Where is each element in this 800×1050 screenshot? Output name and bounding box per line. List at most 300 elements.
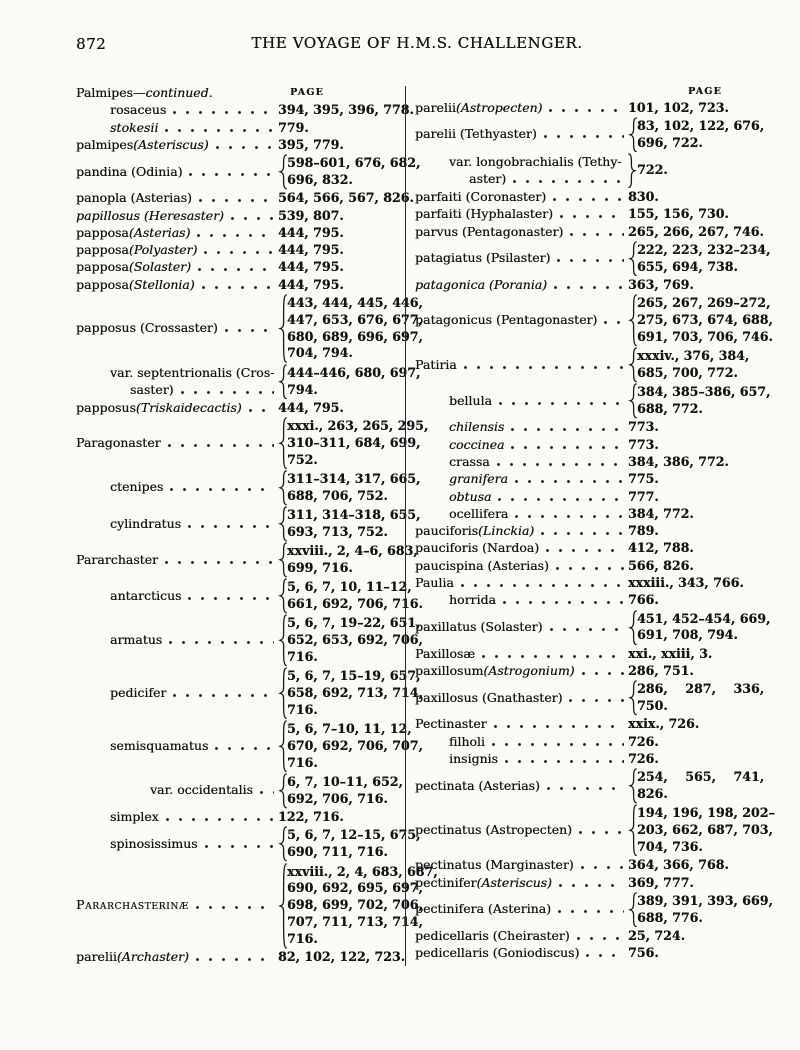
dot-leader xyxy=(196,958,274,961)
entry-name xyxy=(415,875,628,892)
page-numbers: 752. xyxy=(287,451,318,467)
page-numbers: 661, 692, 706, 716. xyxy=(287,596,423,612)
index-entry xyxy=(76,417,429,469)
dot-leader xyxy=(549,109,624,112)
index-entry xyxy=(76,720,423,772)
page-numbers: 680, 689, 696, 697, xyxy=(287,328,423,344)
page-numbers: 412, 788. xyxy=(628,540,694,556)
page-number-group xyxy=(287,418,429,468)
index-entry xyxy=(76,400,400,417)
page-number-group xyxy=(628,575,758,592)
index-entry xyxy=(415,680,765,716)
entry-name xyxy=(76,588,278,605)
page-numbers: 394, 395, 396, 778. xyxy=(278,102,414,118)
page-numbers: 122, 716. xyxy=(278,809,344,825)
dot-leader xyxy=(225,329,274,332)
page-number-group xyxy=(278,809,400,826)
curly-brace-icon xyxy=(628,892,637,928)
dot-leader xyxy=(558,910,624,913)
index-entry xyxy=(415,117,765,153)
index-entry xyxy=(415,189,758,206)
page-number-group xyxy=(287,579,423,613)
entry-name-genus: (Archaster) xyxy=(116,949,189,965)
page-number-group xyxy=(278,225,400,242)
entry-name xyxy=(415,558,628,575)
entry-name-text: pectinifera (Asterina) xyxy=(415,901,551,917)
entry-name-text: paxillosum xyxy=(415,663,484,678)
entry-name-text: papposa xyxy=(76,259,129,275)
page-numbers: 286, 751. xyxy=(628,663,694,678)
page-numbers: 564, 566, 567, 826. xyxy=(278,190,414,206)
entry-name xyxy=(415,928,628,945)
page-numbers: 716. xyxy=(287,649,318,664)
index-entry xyxy=(76,137,400,154)
entry-name-text: armatus xyxy=(110,632,163,648)
entry-name-text: pectinifer xyxy=(415,874,477,890)
dot-leader xyxy=(559,884,624,887)
index-entry xyxy=(415,751,758,768)
entry-name xyxy=(415,312,628,329)
column-header-row xyxy=(76,85,400,102)
entry-name xyxy=(76,120,278,137)
entry-name-text: papposa xyxy=(76,224,129,240)
page-numbers: 203, 662, 687, 703, xyxy=(637,822,773,838)
dot-leader xyxy=(570,233,624,236)
index-entry xyxy=(76,208,400,225)
curly-brace-icon xyxy=(628,768,637,804)
entry-name xyxy=(415,822,628,839)
dot-leader xyxy=(604,321,624,324)
entry-name xyxy=(76,208,278,225)
page-number-group xyxy=(287,668,423,718)
page-number-group xyxy=(628,471,758,488)
index-entry xyxy=(415,153,758,189)
page-numbers: 82, 102, 122, 723. xyxy=(278,949,406,965)
entry-name xyxy=(76,102,278,119)
page-numbers: 652, 653, 692, 706, xyxy=(287,632,423,648)
dot-leader xyxy=(165,129,274,132)
curly-brace-icon xyxy=(278,578,287,614)
page-numbers: xxviii., 2, 4–6, 683, xyxy=(287,543,418,559)
entry-name xyxy=(415,489,628,506)
entry-name xyxy=(76,277,278,294)
page-number-group xyxy=(287,295,423,362)
page-number-group xyxy=(278,208,400,225)
entry-name xyxy=(76,435,278,452)
page-number-group xyxy=(278,259,400,276)
entry-name-genus: (Astropecten) xyxy=(455,99,543,115)
page-number-group xyxy=(287,155,421,189)
page-numbers: 444, 795. xyxy=(278,259,344,275)
brace-container xyxy=(278,154,287,190)
page-numbers: xxix., 726. xyxy=(628,716,700,732)
dot-leader xyxy=(513,180,624,183)
entry-name-text: parfaiti (Hyphalaster) xyxy=(415,206,553,222)
entry-name xyxy=(415,250,628,267)
entry-name-genus: chilensis xyxy=(449,419,505,435)
entry-name-text: parfaiti (Coronaster) xyxy=(415,188,547,204)
dot-leader xyxy=(544,135,624,138)
entry-name-text: patagiatus (Psilaster) xyxy=(415,250,551,266)
page-number-group xyxy=(637,892,773,927)
page-number-group xyxy=(637,769,765,803)
entry-name-genus: (Asteriscus) xyxy=(476,874,552,890)
entry-name-text: aster) xyxy=(469,170,507,186)
dot-leader xyxy=(492,743,624,746)
page-numbers: 716. xyxy=(287,930,318,946)
entry-name xyxy=(415,206,628,223)
entry-name-text: Paulia xyxy=(415,575,454,591)
index-entry xyxy=(76,259,400,276)
entry-name-text: var. occidentalis xyxy=(150,782,253,798)
brace-container xyxy=(628,294,637,346)
entry-name-text: pectinatus (Astropecten) xyxy=(415,822,572,838)
entry-name-text: panopla (Asterias) xyxy=(76,190,192,206)
page-numbers: 389, 391, 393, 669, xyxy=(637,892,773,908)
page-numbers: 692, 706, 716. xyxy=(287,790,388,806)
page-number-group xyxy=(628,857,758,874)
page-number-group xyxy=(628,558,758,575)
entry-name-genus: (Linckia) xyxy=(478,523,535,539)
entry-name xyxy=(415,189,628,206)
entry-name-genus: obtusa xyxy=(449,488,492,504)
index-entry xyxy=(415,294,773,346)
page-numbers: 707, 711, 713, 714, xyxy=(287,913,423,929)
dot-leader xyxy=(498,498,624,501)
brace-container xyxy=(278,506,287,542)
page-numbers: 286, 287, 336, xyxy=(637,681,765,697)
entry-name-text: paxillosus (Gnathaster) xyxy=(415,689,563,705)
page-number-group xyxy=(628,945,758,962)
index-entry xyxy=(415,734,758,751)
curly-brace-icon xyxy=(278,826,287,862)
dot-leader xyxy=(188,525,274,528)
index-entry xyxy=(415,768,765,804)
index-entry xyxy=(415,610,771,646)
dot-leader xyxy=(170,488,274,491)
page-numbers: 222, 223, 232–234, xyxy=(637,241,771,257)
entry-name-text: pandina (Odinia) xyxy=(76,163,183,179)
page-numbers: 766. xyxy=(628,592,659,608)
page-number-group xyxy=(637,162,758,179)
entry-name xyxy=(76,632,278,649)
page-numbers: 716. xyxy=(287,754,318,770)
page-number-group xyxy=(278,137,400,154)
entry-name-text: pedicellaris (Goniodiscus) xyxy=(415,945,580,961)
running-title: THE VOYAGE OF H.M.S. CHALLENGER. xyxy=(251,34,583,52)
index-entry xyxy=(415,206,758,223)
entry-name xyxy=(76,190,278,207)
dot-leader xyxy=(197,234,274,237)
page-numbers: 688, 706, 752. xyxy=(287,487,388,503)
dot-leader xyxy=(556,567,624,570)
page-numbers: 384, 385–386, 657, xyxy=(637,384,771,400)
brace-container xyxy=(278,826,287,862)
page-numbers: 265, 266, 267, 746. xyxy=(628,223,764,239)
entry-name-text: papposa xyxy=(76,276,129,292)
dot-leader xyxy=(511,446,624,449)
index-entry xyxy=(415,928,758,945)
page-numbers: 691, 703, 706, 746. xyxy=(637,328,773,344)
brace-container xyxy=(628,768,637,804)
page-number-group xyxy=(278,242,400,259)
entry-name-text: pectinatus (Marginaster) xyxy=(415,857,574,873)
page-numbers: 443, 444, 445, 446, xyxy=(287,295,423,311)
dot-leader xyxy=(499,402,624,405)
brace-container xyxy=(278,773,287,809)
dot-leader xyxy=(497,463,624,466)
index-column-right xyxy=(406,84,775,966)
page-numbers: 451, 452–454, 669, xyxy=(637,610,771,626)
entry-name-genus: (Stellonia) xyxy=(128,276,195,292)
page-number-group xyxy=(628,277,758,294)
page-number-group xyxy=(637,805,775,855)
index-entry xyxy=(415,506,758,523)
dot-leader xyxy=(216,146,274,149)
page-numbers: 6, 7, 10–11, 652, xyxy=(287,774,403,790)
page-numbers: 363, 769. xyxy=(628,276,694,292)
curly-brace-icon xyxy=(628,347,637,383)
page-number-group xyxy=(628,928,758,945)
page-number-group xyxy=(287,863,438,948)
dot-leader xyxy=(586,954,624,957)
page-number-group xyxy=(278,400,400,417)
entry-name xyxy=(415,277,628,294)
index-entry xyxy=(76,863,438,949)
page-number-group xyxy=(287,721,423,771)
page-numbers: 722. xyxy=(637,162,668,178)
curly-brace-icon xyxy=(628,294,637,346)
entry-name-text: paucispina (Asterias) xyxy=(415,557,549,573)
dot-leader xyxy=(260,791,274,794)
page-number-group xyxy=(628,419,758,436)
entry-name-text: var. longobrachialis (Tethy- xyxy=(449,153,622,169)
index-entry xyxy=(415,241,771,277)
entry-name xyxy=(415,224,628,241)
index-entry xyxy=(76,120,400,137)
index-entry xyxy=(76,277,400,294)
curly-brace-icon xyxy=(628,610,637,646)
curly-brace-icon xyxy=(628,383,637,419)
page-number-group xyxy=(637,241,771,276)
index-entry xyxy=(415,857,758,874)
page-numbers: 688, 776. xyxy=(637,909,703,925)
curly-brace-icon xyxy=(628,117,637,153)
page-number-group xyxy=(628,540,758,557)
entry-name xyxy=(415,357,628,374)
brace-container xyxy=(278,294,287,363)
index-entry xyxy=(415,804,775,856)
page-number-group xyxy=(287,774,403,808)
entry-name-text: horrida xyxy=(449,592,496,608)
page-numbers: 265, 267, 269–272, xyxy=(637,295,771,311)
index-entry xyxy=(415,945,758,962)
index-entry xyxy=(76,364,421,400)
page-numbers: xxxiii., 343, 766. xyxy=(628,575,744,591)
entry-name-text: filholi xyxy=(449,733,485,749)
index-entry xyxy=(415,875,758,892)
page-number-group xyxy=(628,663,758,680)
index-entry xyxy=(415,454,758,471)
page-numbers: 275, 673, 674, 688, xyxy=(637,312,773,328)
page-numbers: 726. xyxy=(628,733,659,749)
brace-container xyxy=(628,383,637,419)
curly-brace-icon xyxy=(278,364,287,400)
page-numbers: 83, 102, 122, 676, xyxy=(637,117,765,133)
index-entry xyxy=(415,663,758,680)
page-numbers: 779. xyxy=(278,119,309,135)
page-numbers: 5, 6, 7, 12–15, 675, xyxy=(287,827,421,843)
page-numbers: 698, 699, 702, 706, xyxy=(287,897,423,913)
page-number-group xyxy=(628,454,758,471)
dot-leader xyxy=(173,694,274,697)
index-entry xyxy=(415,437,758,454)
page-numbers: 670, 692, 706, 707, xyxy=(287,737,423,753)
curly-brace-icon xyxy=(628,241,637,277)
entry-name xyxy=(76,897,278,914)
entry-name-genus: (Solaster) xyxy=(128,259,191,275)
brace-container xyxy=(628,347,637,383)
page-numbers: 194, 196, 198, 202– xyxy=(637,805,775,821)
index-entry xyxy=(76,294,423,363)
entry-name-text: parelii xyxy=(76,949,117,965)
curly-brace-icon xyxy=(278,470,287,506)
index-entry xyxy=(415,489,758,506)
curly-brace-icon xyxy=(278,506,287,542)
entry-name xyxy=(415,857,628,874)
entry-name xyxy=(76,809,278,826)
index-entry xyxy=(76,773,403,809)
dot-leader xyxy=(215,747,274,750)
entry-name xyxy=(76,836,278,853)
dot-leader xyxy=(581,866,624,869)
entry-name xyxy=(76,479,278,496)
page-number-group xyxy=(628,506,758,523)
page-numbers: 756. xyxy=(628,945,659,961)
entry-name xyxy=(415,454,628,471)
entry-name xyxy=(415,419,628,436)
entry-name-text: crassa xyxy=(449,453,490,469)
dot-leader xyxy=(569,699,624,702)
brace-container xyxy=(278,364,287,400)
page-number-group xyxy=(287,827,421,861)
curly-brace-icon xyxy=(278,614,287,666)
dot-leader xyxy=(582,672,624,675)
dot-leader xyxy=(505,760,624,763)
entry-name xyxy=(415,154,628,188)
index-entry xyxy=(76,949,406,966)
continued-heading-roman: Palmipes— xyxy=(76,84,146,100)
curly-brace-icon xyxy=(278,417,287,469)
entry-name xyxy=(415,945,628,962)
dot-leader xyxy=(461,584,624,587)
page-numbers: 690, 692, 695, 697, xyxy=(287,880,423,896)
page-number-group xyxy=(278,102,414,119)
entry-name-text: palmipes xyxy=(76,136,134,152)
dot-leader xyxy=(541,532,624,535)
page-numbers: xxxiv., 376, 384, xyxy=(637,348,750,364)
page-number-group xyxy=(287,471,421,505)
page-number-group xyxy=(628,223,764,241)
page-number-group xyxy=(628,100,758,117)
brace-container xyxy=(278,578,287,614)
page-numbers: 658, 692, 713, 714, xyxy=(287,685,423,701)
page-numbers: 693, 713, 752. xyxy=(287,523,388,539)
page-numbers: 726. xyxy=(628,750,659,766)
dot-leader xyxy=(482,655,624,658)
page-numbers: 704, 736. xyxy=(637,838,703,854)
brace-container xyxy=(278,542,287,578)
entry-name xyxy=(76,137,278,154)
index-entry xyxy=(76,809,400,826)
index-entry xyxy=(415,523,758,540)
entry-name-genus: (Triskaidecactis) xyxy=(135,399,242,415)
page-numbers: 775. xyxy=(628,471,659,487)
entry-name-text: pauciforis xyxy=(415,523,479,539)
dot-leader xyxy=(554,286,624,289)
brace-container xyxy=(628,610,637,646)
entry-name xyxy=(76,782,278,799)
page-numbers: 688, 772. xyxy=(637,401,703,417)
page-numbers: 830. xyxy=(628,188,659,204)
index-entry xyxy=(76,154,421,190)
brace-container xyxy=(278,863,287,949)
curly-brace-icon xyxy=(278,863,287,949)
page-numbers: 5, 6, 7, 10, 11–12, xyxy=(287,579,412,595)
page-numbers: 5, 6, 7–10, 11, 12, xyxy=(287,721,412,737)
entry-name-text: var. septentrionalis (Cros- xyxy=(110,364,275,380)
entry-name-text: pectinata (Asterias) xyxy=(415,777,540,793)
index-entry xyxy=(76,470,421,506)
curly-brace-icon xyxy=(278,154,287,190)
entry-name xyxy=(76,225,278,242)
page-numbers: 254, 565, 741, xyxy=(637,769,765,785)
page-numbers: 773. xyxy=(628,436,659,452)
page-number-group xyxy=(628,734,758,751)
page-number-group xyxy=(628,489,758,506)
brace-container xyxy=(628,680,637,716)
index-entry xyxy=(76,102,414,119)
page-numbers: 704, 794. xyxy=(287,345,353,361)
dot-leader xyxy=(515,480,624,483)
page-numbers: 773. xyxy=(628,419,659,435)
page-numbers: 384, 386, 772. xyxy=(628,453,729,469)
dot-leader xyxy=(515,515,624,518)
page-number-group xyxy=(628,592,758,609)
dot-leader xyxy=(168,444,274,447)
folio-page-number: 872 xyxy=(76,35,107,53)
page-numbers: 369, 777. xyxy=(628,874,694,890)
index-entry xyxy=(415,575,758,592)
index-entry xyxy=(76,506,421,542)
page-numbers: 310–311, 684, 699, xyxy=(287,434,421,450)
dot-leader xyxy=(503,601,624,604)
page-number-group xyxy=(287,543,418,577)
page-number-group xyxy=(628,189,758,206)
entry-name-text: insignis xyxy=(449,750,498,766)
index-entry xyxy=(76,225,400,242)
page-number-group xyxy=(628,523,758,540)
page-numbers: 444, 795. xyxy=(278,399,344,415)
page-numbers: 5, 6, 7, 19–22, 651, xyxy=(287,615,421,631)
page-numbers: 690, 711, 716. xyxy=(287,844,388,860)
index-entry xyxy=(415,646,758,663)
page-numbers: 101, 102, 723. xyxy=(628,99,729,115)
entry-name-text: papposus xyxy=(76,399,136,415)
page-numbers: 794. xyxy=(287,381,318,397)
page-numbers: 699, 716. xyxy=(287,560,353,576)
entry-name-text: pedicellaris (Cheiraster) xyxy=(415,927,570,943)
